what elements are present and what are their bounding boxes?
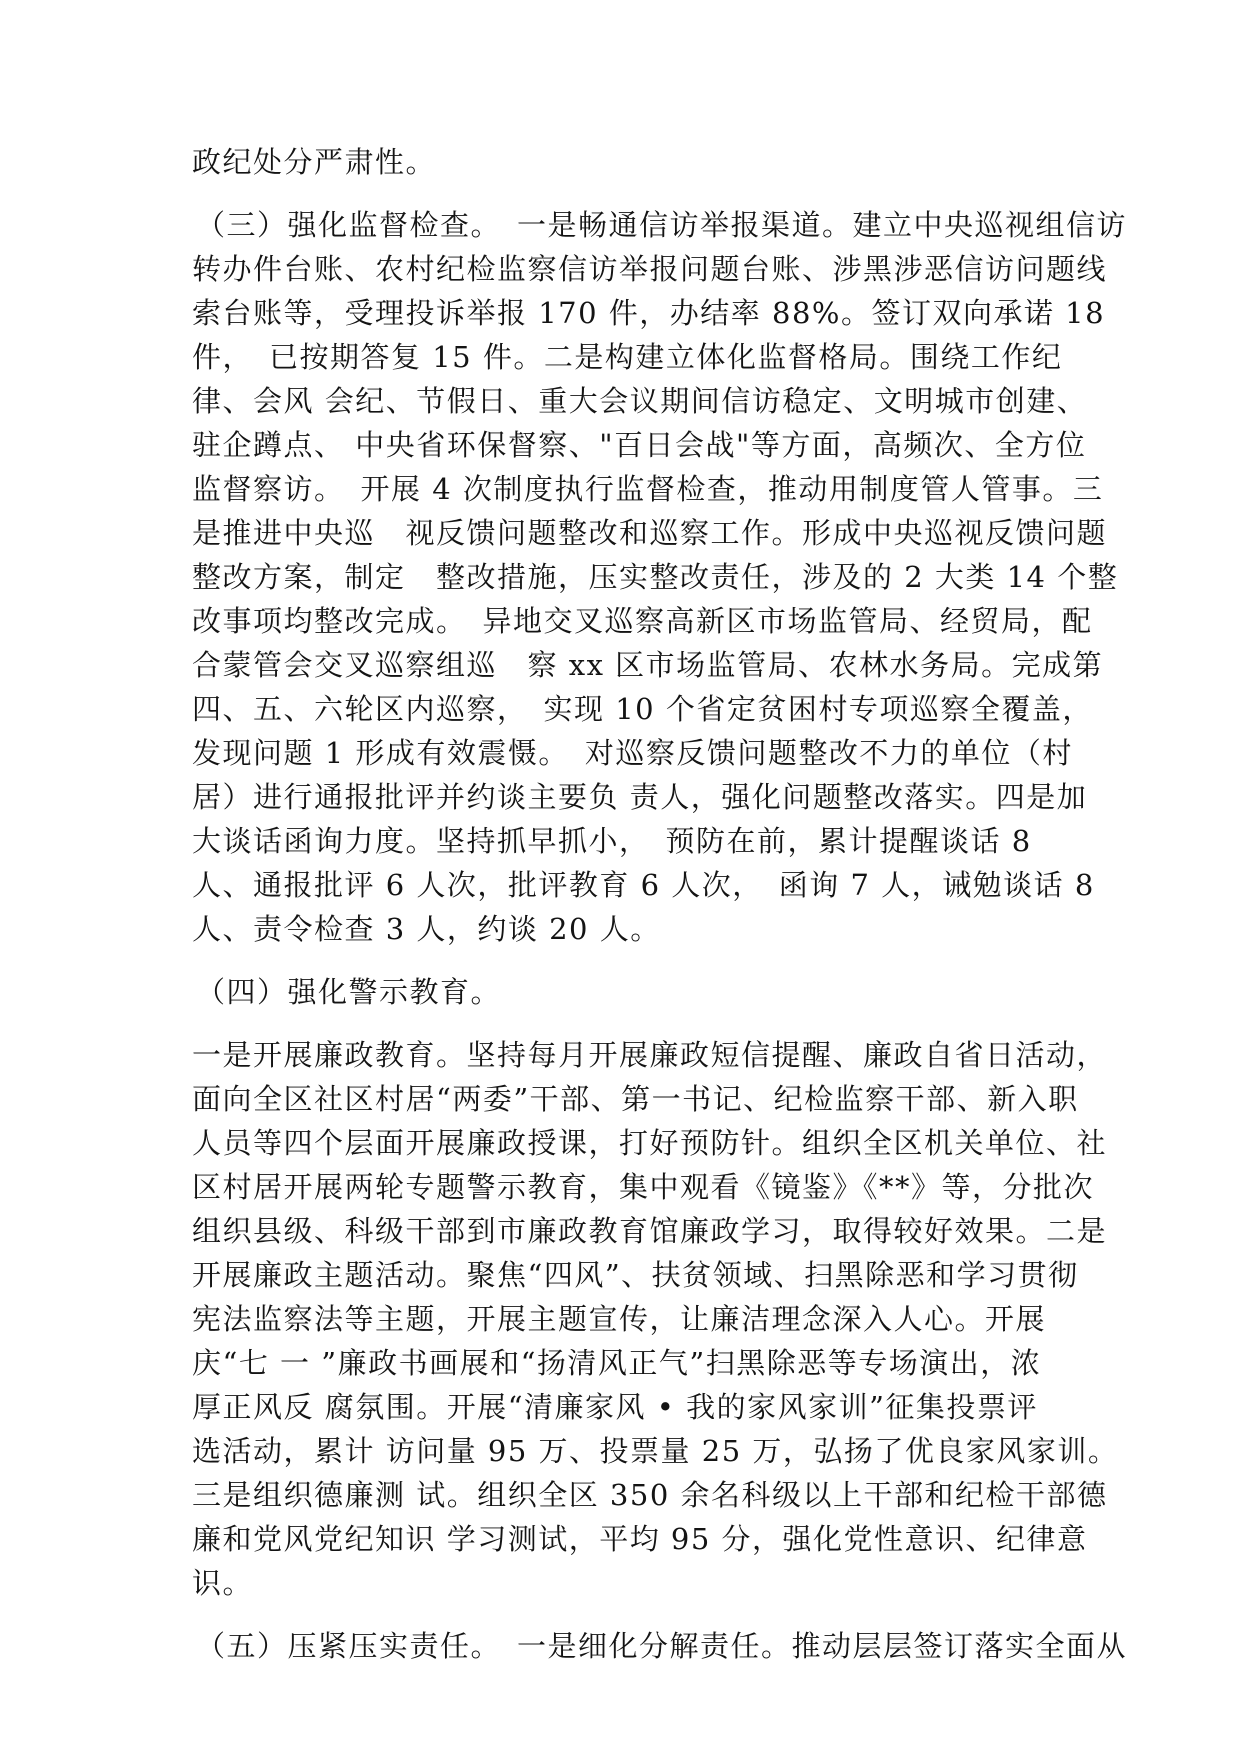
text-line: 是推进中央巡 视反馈问题整改和巡察工作。形成中央巡视反馈问题 — [192, 516, 1108, 550]
text-line: 识。 — [192, 1566, 254, 1600]
text-line: 区村居开展两轮专题警示教育，集中观看《镜鉴》《**》等，分批次 — [192, 1170, 1095, 1204]
section-heading-4: （四）强化警示教育。 — [196, 975, 502, 1009]
text-line: 驻企蹲点、 中央省环保督察、"百日会战"等方面，高频次、全方位 — [192, 428, 1087, 462]
text-line: 一是开展廉政教育。坚持每月开展廉政短信提醒、廉政自省日活动， — [192, 1038, 1108, 1072]
section-heading-5: （五）压紧压实责任。 一是细化分解责任。推动层层签订落实全面从 — [196, 1629, 1128, 1663]
text-line: 件， 已按期答复 15 件。二是构建立体化监督格局。围绕工作纪 — [192, 340, 1063, 374]
text-line: 面向全区社区村居“两委”干部、第一书记、纪检监察干部、新入职 — [192, 1082, 1079, 1116]
text-line: 组织县级、科级干部到市廉政教育馆廉政学习，取得较好效果。二是 — [192, 1214, 1108, 1248]
text-line: 庆“七 一 ”廉政书画展和“扬清风正气”扫黑除恶等专场演出，浓 — [192, 1346, 1042, 1380]
text-line: 廉和党风党纪知识 学习测试，平均 95 分，强化党性意识、纪律意 — [192, 1522, 1088, 1556]
text-line: 大谈话函询力度。坚持抓早抓小， 预防在前，累计提醒谈话 8 — [192, 824, 1032, 858]
text-line: 四、五、六轮区内巡察， 实现 10 个省定贫困村专项巡察全覆盖， — [192, 692, 1093, 726]
text-line: 开展廉政主题活动。聚焦“四风”、扶贫领域、扫黑除恶和学习贯彻 — [192, 1258, 1079, 1292]
text-line: 人、通报批评 6 人次，批评教育 6 人次， 函询 7 人，诫勉谈话 8 — [192, 868, 1095, 902]
text-line: 居）进行通报批评并约谈主要负 责人，强化问题整改落实。四是加 — [192, 780, 1088, 814]
text-line: 发现问题 1 形成有效震慑。 对巡察反馈问题整改不力的单位（村 — [192, 736, 1073, 770]
text-line: 宪法监察法等主题，开展主题宣传，让廉洁理念深入人心。开展 — [192, 1302, 1047, 1336]
section-heading-3: （三）强化监督检查。 一是畅通信访举报渠道。建立中央巡视组信访 — [196, 208, 1128, 242]
text-line: 合蒙管会交叉巡察组巡 察 xx 区市场监管局、农林水务局。完成第 — [192, 648, 1104, 682]
text-line: 整改方案，制定 整改措施，压实整改责任，涉及的 2 大类 14 个整 — [192, 560, 1119, 594]
text-line: 厚正风反 腐氛围。开展“清廉家风 • 我的家风家训”征集投票评 — [192, 1390, 1038, 1424]
text-line: 监督察访。 开展 4 次制度执行监督检查，推动用制度管人管事。三 — [192, 472, 1104, 506]
text-line: 转办件台账、农村纪检监察信访举报问题台账、涉黑涉恶信访问题线 — [192, 252, 1108, 286]
text-line: 律、会风 会纪、节假日、重大会议期间信访稳定、文明城市创建、 — [192, 384, 1088, 418]
text-line: 索台账等，受理投诉举报 170 件，办结率 88%。签订双向承诺 18 — [192, 296, 1106, 330]
text-line: 人、责令检查 3 人，约谈 20 人。 — [192, 912, 661, 946]
text-line: 三是组织德廉测 试。组织全区 350 余名科级以上干部和纪检干部德 — [192, 1478, 1108, 1512]
text-line: 改事项均整改完成。 异地交叉巡察高新区市场监管局、经贸局，配 — [192, 604, 1093, 638]
text-line: 政纪处分严肃性。 — [192, 145, 437, 179]
text-line: 人员等四个层面开展廉政授课，打好预防针。组织全区机关单位、社 — [192, 1126, 1108, 1160]
text-line: 选活动，累计 访问量 95 万、投票量 25 万，弘扬了优良家风家训。 — [192, 1434, 1119, 1468]
